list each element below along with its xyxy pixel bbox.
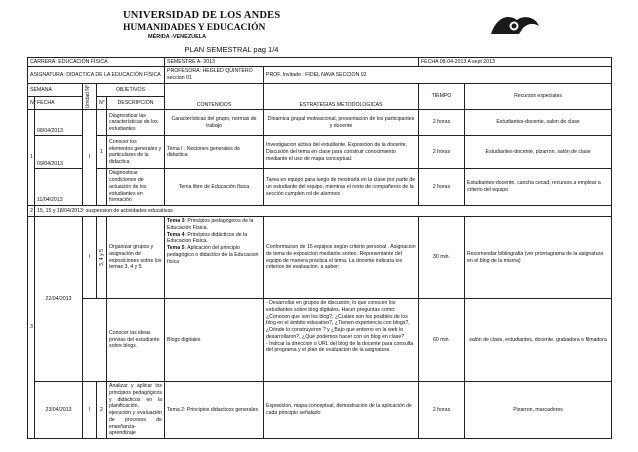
table-row [28,206,612,217]
section-label: seccion 01 [167,75,192,81]
objective-description: Diagnosticar condiciones de actuación de los estudiantes en formación [107,169,165,206]
topic-label: Tema 3 [167,218,185,225]
professor-label: PROFESORA: HEGLED QUINTERO [167,68,253,75]
objective-number: 1 [97,136,107,169]
content-cell [165,217,264,299]
topic-label: Tema 5 [167,245,185,252]
table-row [28,169,612,206]
week-number: 2 [28,206,35,217]
unit-number: I [83,110,97,206]
strategy-cell: - Desarrollar en grupos de discusión, lo que conocen los estudiantes sobre blog digitales. Hacer preguntas como: ¿Conocen que son los blog?, ¿Cuáles son los posibles de los blog en el ámbito educativo?, ¿Tienen experiencia con blogs?, ¿Dónde lo construyeron ? y ¿Bajo que entorno en la web lo desarrollaron?, ¿Qué podemos hacer con un blog en clase? - Indicar la direccion o URL del blog de la docente para consulta del programa y el plan de evaluacion de la asignatura [264,299,419,382]
objective-number: 3, 4 y 5 [99,249,105,267]
week-number: 3 [28,217,35,439]
date-range-label: FECHA 08-04-2013 A sept 2013 [419,57,612,67]
row-date: 23/04/2013 [35,382,83,439]
description-header: DESCRIPCIÓN [107,97,165,110]
unit-number: I [83,382,97,439]
time-cell: 30 min. [419,217,465,299]
topic-label: Tema 4 [167,231,185,238]
strategy-cell: Dinamica grupal motivacional, presentacion de los participantes y docente [264,110,419,136]
strategy-cell: Conformacion de 15 equipos según criterio personal . Asignacion de tema de exposicion mediante sorteo. Representante del equipo de manera practica el tema. La docente indicara los criterios de evaluacion, a saber: [264,217,419,299]
objective-description: Organizar grupos y asignación de exposiciones sobre los temas 3, 4 y 5 [107,217,165,299]
row-date: 22/04/2013 [35,217,83,382]
location-label: MÉRIDA -VENEZUELA [148,34,207,40]
content-cell: Características del grupo, normas de trabajo [165,110,264,136]
week-num-header: N° [28,97,35,110]
resources-cell: Estudiantes-docente, cancha cecad, recursos a emplear a criterio del equipo [465,169,612,206]
date-header: FECHA [35,97,83,110]
content-cell: Tema 2: Principios didacticos generales [165,382,264,439]
subject-label: ASIGNATURA: DIDACTICA DE LA EDUCACIÓN FÍSICA [28,67,165,84]
table-row [28,110,612,136]
faculty-name: HUMANIDADES Y EDUCACIÓN [123,23,266,33]
plan-title: PLAN SEMESTRAL pag 1/4 [184,45,279,55]
resources-cell: Estudiantes-docente, pizarron, salón de clase [465,136,612,169]
semester-label: SEMESTRE A- 2013 [165,57,419,67]
university-name: UNIVERSIDAD DE LOS ANDES [123,10,281,21]
topic-text: : Aplicación del principio pedagógico o didactico de la Educacion física [167,245,259,265]
resources-cell: Estudiantes-docente, salon de clase [465,110,612,136]
time-cell: 2 horas [419,110,465,136]
strategy-cell: Exposicion, mapa conceptual, demostracion de la aplicación de cada principio señalado [264,382,419,439]
obj-num-header: N° [97,97,107,110]
objective-number: 2 [97,382,107,439]
objectives-header: OBJETIVOS [97,83,165,96]
unit-header-cell [83,83,97,110]
objective-description: Diagnosticar las características de los estudiantes [107,110,165,136]
resources-header: Recursos especiales [465,83,612,110]
resources-cell: Recomendar bibliografia (ver prorriagrama de la asignatura en el blog de la misma) [465,217,612,299]
table-row [28,382,612,439]
objective-description: Conocer las ideas previas del estudiante sobre blogs. [107,299,165,382]
objective-description: Analizar y aplicar los principios pedagógicos y didácticos en la planificación, ejecución y evaluación de procesos de enseñanza-aprendizaje [107,382,165,439]
resources-cell: salón de clase, estudiantes, docente, grabadora o filmadora [465,299,612,382]
contents-header: CONTENIDOS [165,83,264,110]
table-row [28,299,612,382]
unit-header: Unidad Nº [85,84,91,109]
time-header: TIEMPO [419,83,465,110]
strategies-header: ESTRATEGIAS METODOLOGICAS [264,83,419,110]
topic-text: : Principios pedagógicos de la Educación Física. [167,218,254,231]
professor-cell [165,67,264,84]
week-header: SEMANA [28,83,83,96]
content-cell: Blogs digitales [165,299,264,382]
career-label: CARRERA: EDUCACIÓN FÍSICA [28,57,165,67]
time-cell: 2 horas [419,136,465,169]
content-cell: Tema libre de Educación física [165,169,264,206]
objective-number [97,169,107,206]
semester-plan-table [27,44,611,439]
topic-text: : Principios didácticos de la Educacion Fisica. [167,231,248,245]
row-date: 09/04/2013 [35,136,83,169]
objective-description: Conocer los elementos generales y particulares de la didactica [107,136,165,169]
university-logo-icon [487,12,543,40]
time-cell: 2 horas [419,169,465,206]
suspension-note: 15, 15 y 18/04/2013: suspension de actividades educativas [35,206,612,217]
table-row [28,136,612,169]
row-date: 11/04/2013 [35,169,83,206]
objective-number-cell [97,217,107,299]
time-cell: 2 horas [419,382,465,439]
content-cell: Tema I : Nociones generales de didactica [165,136,264,169]
resources-cell: Pizarron, marcadores [465,382,612,439]
table-row [28,217,612,299]
strategy-cell: Tarea en equipo para luego de mostrarla en la clase por parte de un estudiante del equipo, mientras el resto de compañeros de la sección cumplen rol de alumnos [264,169,419,206]
time-cell: 60 min. [419,299,465,382]
row-date: 08/04/2013 [35,110,83,136]
objective-number [97,110,107,136]
guest-professor-label: PROF. Invitado : FIDEL NAVA SECCION 02 [264,67,612,84]
week-number: 1 [28,110,35,206]
document-header [0,0,638,44]
strategy-cell: Investigacion activa del estudiante, Exposicion de la docente, Discusión del tema en clase para construir conocimiento mediante el uso de mapa conceptual. [264,136,419,169]
unit-number: I [83,217,97,299]
